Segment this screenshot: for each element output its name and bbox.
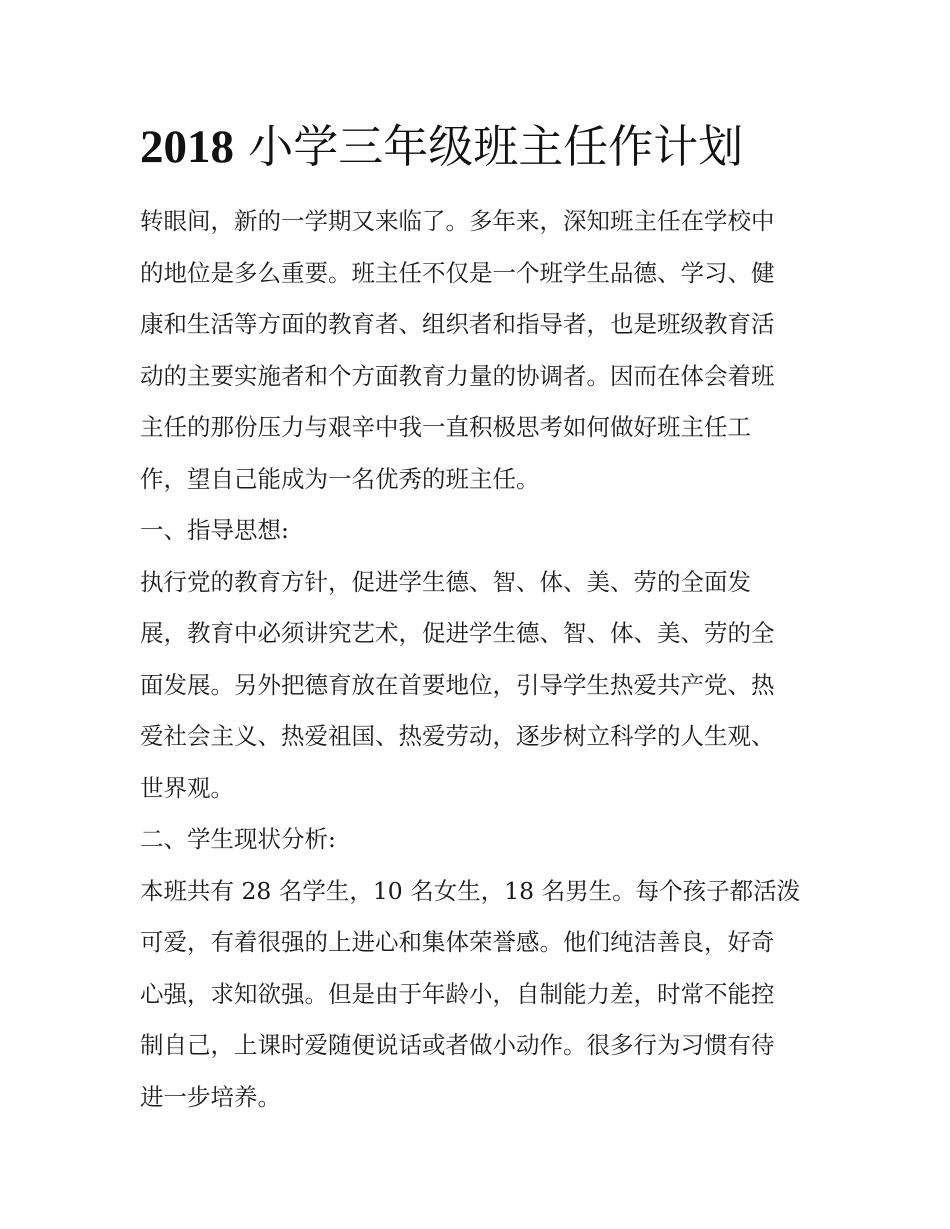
paragraph-line: 的地位是多么重要。班主任不仅是一个班学生品德、学习、健 xyxy=(140,258,775,287)
title-text: 小学三年级班主任作计划 xyxy=(234,120,744,173)
paragraph-line: 可爱，有着很强的上进心和集体荣誉感。他们纯洁善良，好奇 xyxy=(140,928,775,956)
paragraph-line: 转眼间，新的一学期又来临了。多年来，深知班主任在学校中 xyxy=(140,207,775,235)
paragraph-line: 面发展。另外把德育放在首要地位，引导学生热爱共产党、热 xyxy=(140,670,775,699)
paragraph-line: 主任的那份压力与艰辛中我一直积极思考如何做好班主任工 xyxy=(140,413,751,441)
paragraph-line: 本班共有 28 名学生，10 名女生，18 名男生。每个孩子都活泼 xyxy=(140,876,801,905)
title-number: 2018 xyxy=(140,121,234,173)
document-title xyxy=(140,114,743,180)
paragraph-line: 世界观。 xyxy=(140,773,234,802)
paragraph-line: 动的主要实施者和个方面教育力量的协调者。因而在体会着班 xyxy=(140,361,775,390)
paragraph-line: 制自己，上课时爱随便说话或者做小动作。很多行为习惯有待 xyxy=(140,1031,775,1059)
paragraph-line: 进一步培养。 xyxy=(140,1082,281,1111)
section-heading: 一、指导思想: xyxy=(140,516,289,544)
paragraph-line: 展，教育中必须讲究艺术，促进学生德、智、体、美、劳的全 xyxy=(140,619,775,647)
paragraph-line: 执行党的教育方针，促进学生德、智、体、美、劳的全面发 xyxy=(140,567,751,596)
paragraph-line: 作，望自己能成为一名优秀的班主任。 xyxy=(140,464,540,493)
section-heading: 二、学生现状分析: xyxy=(140,825,336,853)
paragraph-line: 康和生活等方面的教育者、组织者和指导者，也是班级教育活 xyxy=(140,310,775,338)
paragraph-line: 心强，求知欲强。但是由于年龄小，自制能力差，时常不能控 xyxy=(140,979,775,1008)
document-body xyxy=(140,196,820,1123)
paragraph-line: 爱社会主义、热爱祖国、热爱劳动，逐步树立科学的人生观、 xyxy=(140,722,775,750)
